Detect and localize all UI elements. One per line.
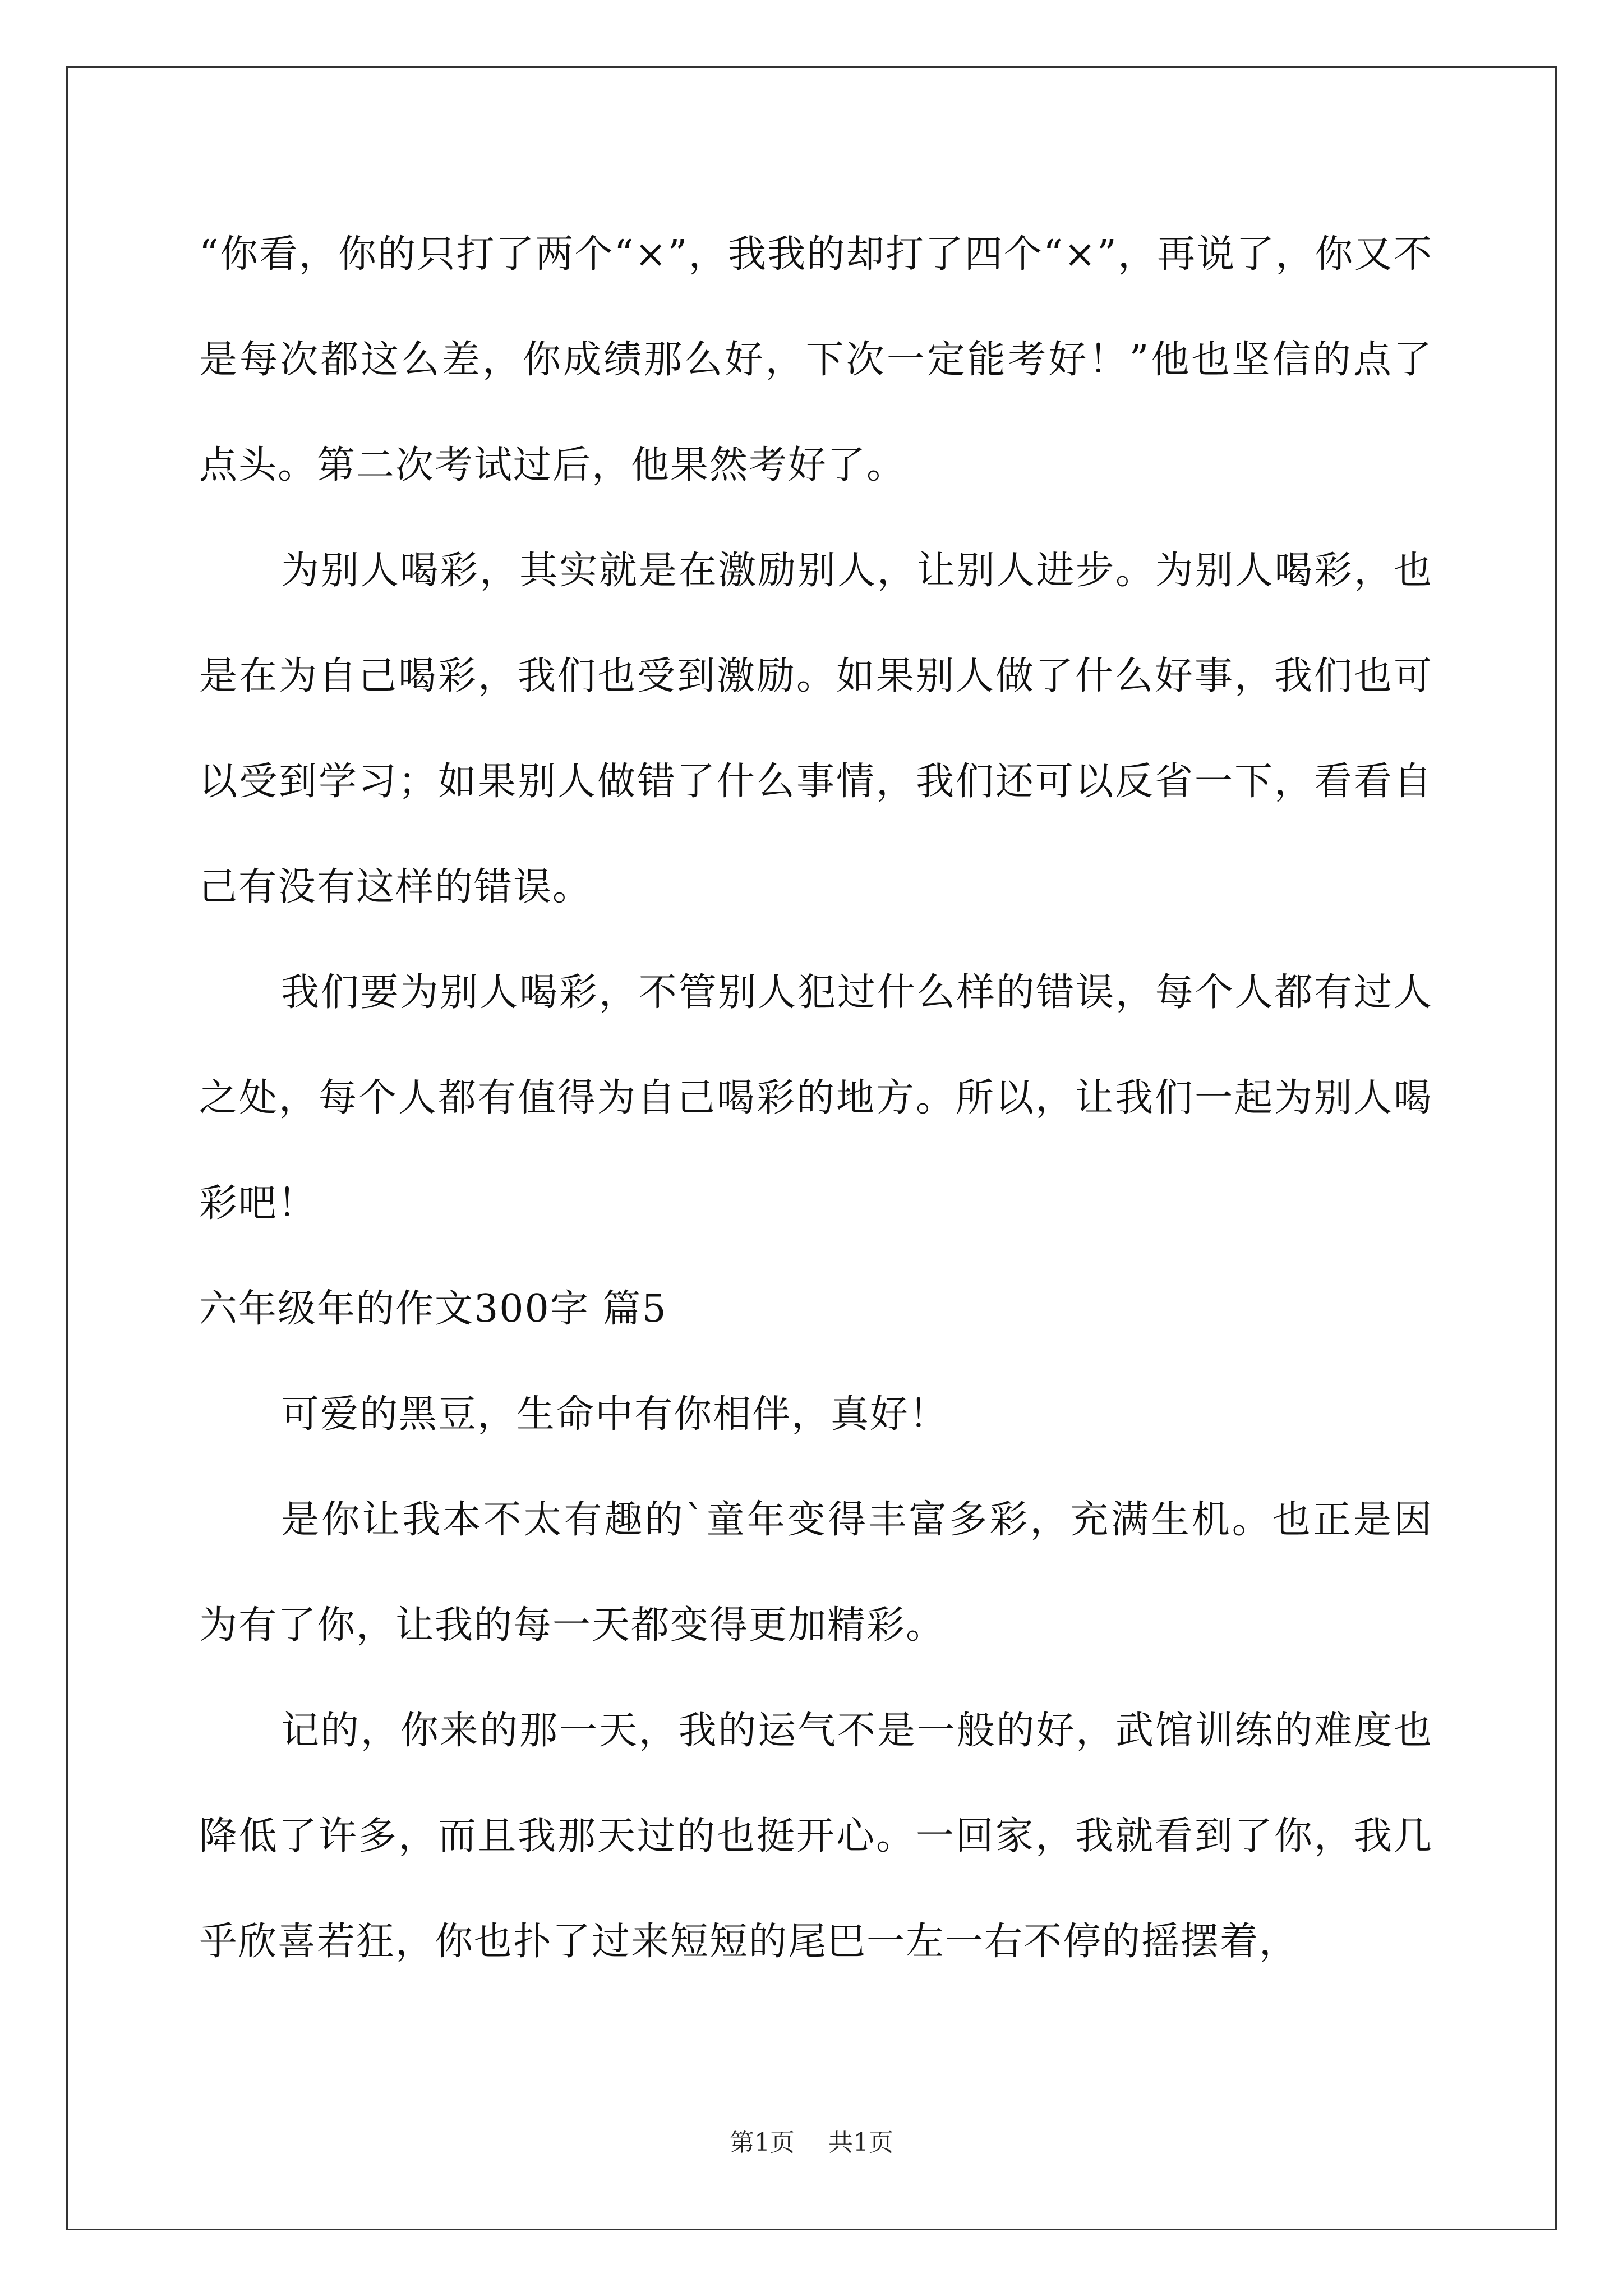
page-number: 第1页 xyxy=(730,2128,795,2157)
paragraph-2: 为别人喝彩，其实就是在激励别人，让别人进步。为别人喝彩，也是在为自己喝彩，我们也受到激励。如果别人做了什么好事，我们也可以受到学习；如果别人做错了什么事情，我们还可以反省一下，看看自己有没有这样的错误。 xyxy=(199,549,1433,909)
page-total: 共1页 xyxy=(828,2128,893,2157)
paragraph-1: “你看，你的只打了两个“×”，我我的却打了四个“×”，再说了，你又不是每次都这么差，你成绩那么好，下次一定能考好！”他也坚信的点了点头。第二次考试过后，他果然考好了。 xyxy=(199,232,1433,487)
paragraph-4: 可爱的黑豆，生命中有你相伴，真好！ xyxy=(281,1392,949,1437)
section-heading: 六年级年的作文300字 篇5 xyxy=(199,1287,667,1331)
paragraph-6: 记的，你来的那一天，我的运气不是一般的好，武馆训练的难度也降低了许多，而且我那天过的也挺开心。一回家，我就看到了你，我几乎欣喜若狂，你也扑了过来短短的尾巴一左一右不停的摇摆着， xyxy=(199,1709,1433,1964)
paragraph-5: 是你让我本不太有趣的`童年变得丰富多彩，充满生机。也正是因为有了你，让我的每一天都变得更加精彩。 xyxy=(199,1498,1433,1648)
document-body xyxy=(199,202,1433,1995)
paragraph-3: 我们要为别人喝彩，不管别人犯过什么样的错误，每个人都有过人之处，每个人都有值得为自己喝彩的地方。所以，让我们一起为别人喝彩吧！ xyxy=(199,970,1433,1226)
page-footer xyxy=(0,2126,1623,2160)
